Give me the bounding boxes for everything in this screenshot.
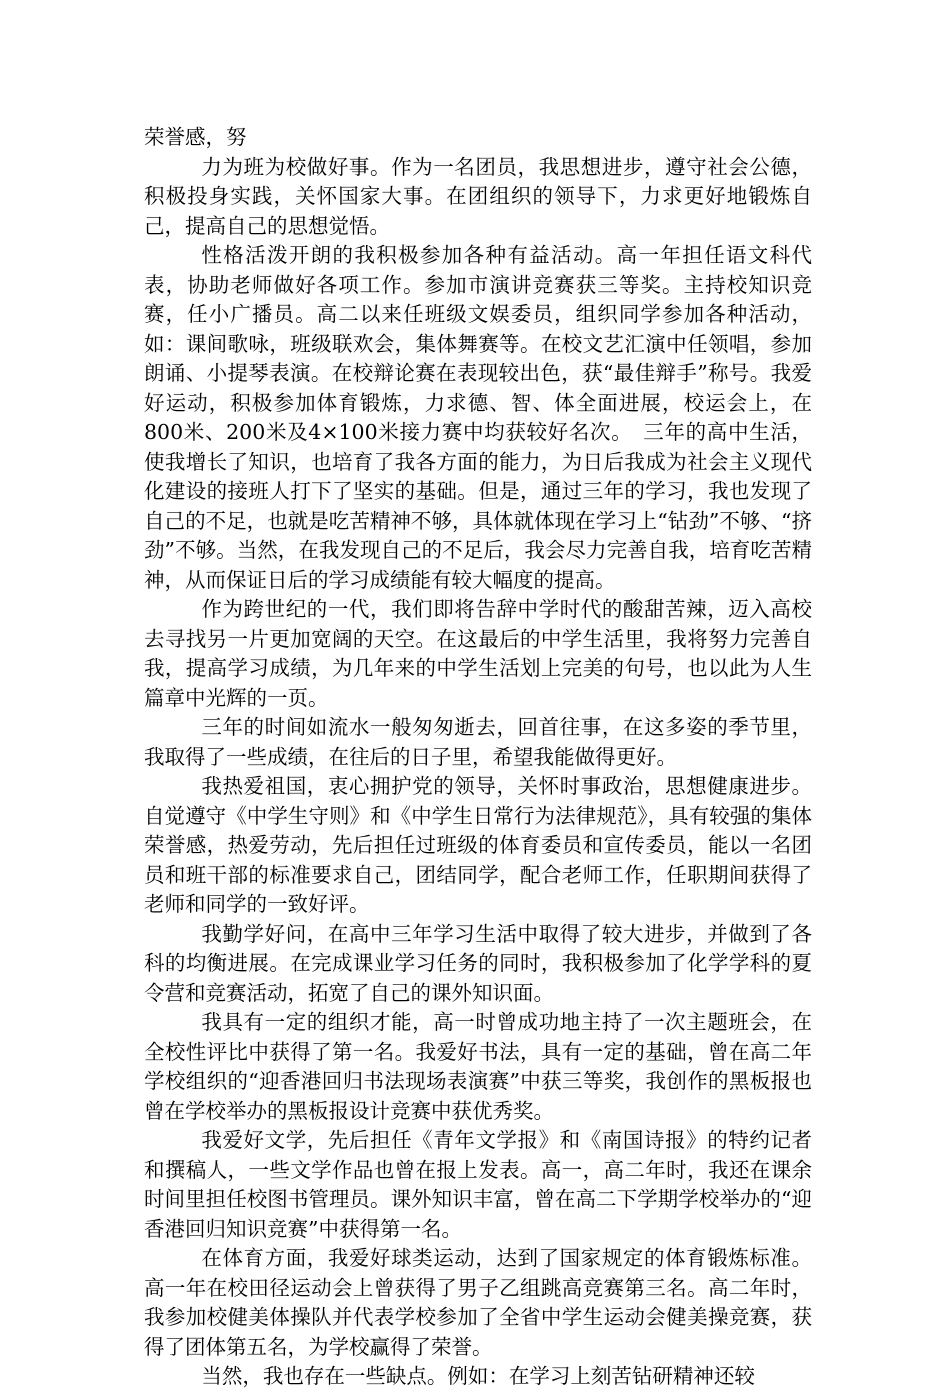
paragraph-new-century: 作为跨世纪的一代，我们即将告辞中学时代的酸甜苦辣，迈入高校去寻找另一片更加宽阔的天空。在这最后的中学生活里，我将努力完善自我，提高学习成绩，为几年来的中学生活划上完美的句号，也以此为人生篇章中光辉的一页。 xyxy=(144,597,812,710)
paragraph-study: 我勤学好问，在高中三年学习生活中取得了较大进步，并做到了各科的均衡进展。在完成课业学习任务的同时，我积极参加了化学学科的夏令营和竞赛活动，拓宽了自己的课外知识面。 xyxy=(144,921,812,1005)
paragraph-three-years: 三年的时间如流水一般匆匆逝去，回首往事，在这多姿的季节里，我取得了一些成绩，在往后的日子里，希望我能做得更好。 xyxy=(144,715,812,769)
paragraph-sports: 在体育方面，我爱好球类运动，达到了国家规定的体育锻炼标准。高一年在校田径运动会上曾获得了男子乙组跳高竞赛第三名。高二年时，我参加校健美体操队并代表学校参加了全省中学生运动会健美操竞赛，获得了团体第五名，为学校赢得了荣誉。 xyxy=(144,1246,812,1359)
paragraph-organization: 我具有一定的组织才能，高一时曾成功地主持了一次主题班会，在全校性评比中获得了第一名。我爱好书法，具有一定的基础，曾在高二年学校组织的“迎香港回归书法现场表演赛”中获三等奖，我创作的黑板报也曾在学校举办的黑板报设计竞赛中获优秀奖。 xyxy=(144,1010,812,1123)
paragraph-literature: 我爱好文学，先后担任《青年文学报》和《南国诗报》的特约记者和撰稿人，一些文学作品也曾在报上发表。高一，高二年时，我还在课余时间里担任校图书管理员。课外知识丰富，曾在高二下学期学校举办的“迎香港回归知识竞赛”中获得第一名。 xyxy=(144,1128,812,1241)
paragraph-activities: 性格活泼开朗的我积极参加各种有益活动。高一年担任语文科代表，协助老师做好各项工作。参加市演讲竞赛获三等奖。主持校知识竞赛，任小广播员。高二以来任班级文娱委员，组织同学参加各种活动，如：课间歌咏，班级联欢会，集体舞赛等。在校文艺汇演中任领唱，参加朗诵、小提琴表演。在校辩论赛在表现较出色，获“最佳辩手”称号。我爱好运动，积极参加体育锻炼，力求德、智、体全面进展，校运会上，在800米、200米及4×100米接力赛中均获较好名次。 三年的高中生活，使我增长了知识，也培育了我各方面的能力，为日后我成为社会主义现代化建设的接班人打下了坚实的基础。但是，通过三年的学习，我也发现了自己的不足，也就是吃苦精神不够，具体就体现在学习上“钻劲”不够、“挤劲”不够。当然，在我发现自己的不足后，我会尽力完善自我，培育吃苦精神，从而保证日后的学习成绩能有较大幅度的提高。 xyxy=(144,243,812,592)
document-body xyxy=(144,123,812,1392)
paragraph-continuation: 荣誉感，努 xyxy=(144,125,247,149)
paragraph-patriotism: 我热爱祖国，衷心拥护党的领导，关怀时事政治，思想健康进步。自觉遵守《中学生守则》和《中学生日常行为法律规范》，具有较强的集体荣誉感，热爱劳动，先后担任过班级的体育委员和宣传委员，能以一名团员和班干部的标准要求自己，团结同学，配合老师工作，任职期间获得了老师和同学的一致好评。 xyxy=(144,774,812,916)
paragraph-team-member: 力为班为校做好事。作为一名团员，我思想进步，遵守社会公德，积极投身实践，关怀国家大事。在团组织的领导下，力求更好地锻炼自己，提高自己的思想觉悟。 xyxy=(144,154,812,238)
paragraph-shortcomings: 当然，我也存在一些缺点。例如：在学习上刻苦钻研精神还较 xyxy=(201,1364,755,1388)
